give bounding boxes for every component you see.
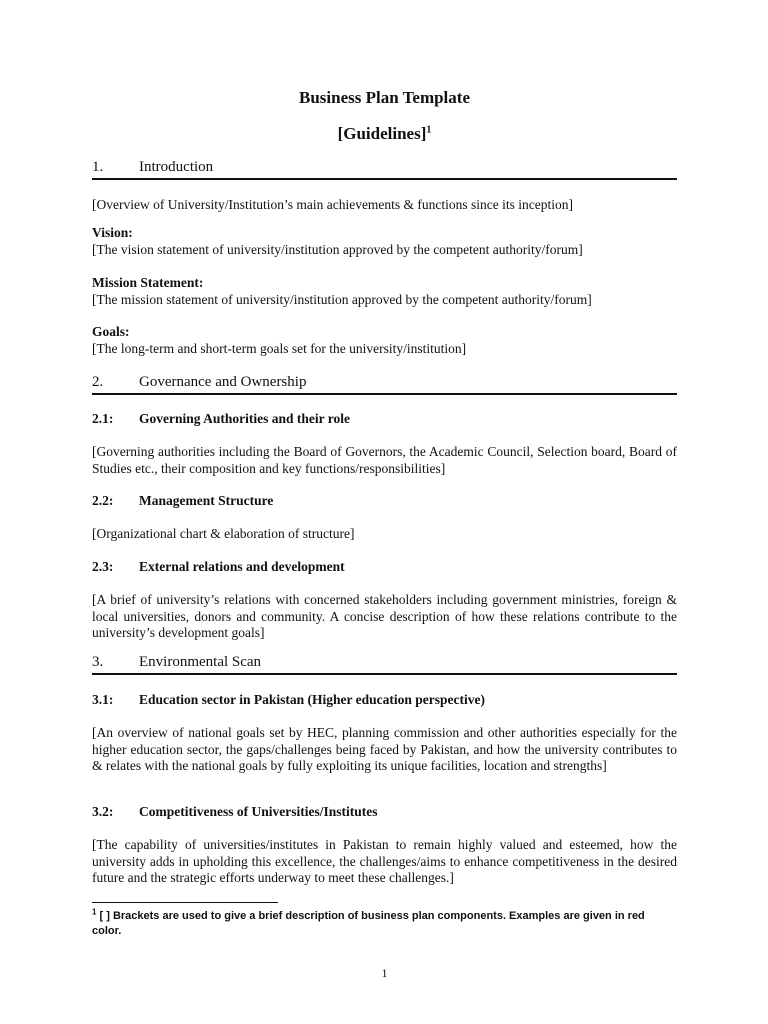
mission-block: [92, 275, 677, 308]
footnote-reference[interactable]: 1: [426, 124, 432, 136]
section-3-title: Environmental Scan: [139, 654, 262, 670]
footnote: [92, 909, 677, 939]
subsection-2-1-text: [Governing authorities including the Board of Governors, the Academic Council, Selection board, Board of Studies etc., their composition and key functions/responsibilities]: [92, 444, 677, 476]
vision-label: Vision:: [92, 225, 133, 240]
mission-label: Mission Statement:: [92, 275, 204, 290]
document-title-text: Business Plan Template: [299, 88, 470, 107]
page-number: 1: [381, 966, 388, 980]
document-title: [92, 88, 677, 108]
subsection-2-1-title: Governing Authorities and their role: [139, 411, 351, 426]
section-1-number: 1.: [92, 159, 104, 175]
section-2-title: Governance and Ownership: [139, 374, 307, 390]
goals-block: [92, 324, 677, 357]
section-3-number: 3.: [92, 654, 104, 670]
goals-label: Goals:: [92, 324, 130, 339]
footnote-separator: [92, 902, 278, 903]
document-subtitle-text: [Guidelines]: [337, 124, 427, 143]
vision-block: [92, 225, 677, 258]
subsection-2-3-title: External relations and development: [139, 559, 345, 574]
section-2-heading: [92, 374, 677, 395]
subsection-3-1-title: Education sector in Pakistan (Higher education perspective): [139, 692, 485, 707]
document-subtitle: [92, 124, 677, 144]
subsection-2-3-text: [A brief of university’s relations with concerned stakeholders including government ministries, foreign & local universities, donors and community. A concise description of how these relations contribute to the university’s development goals]: [92, 592, 677, 640]
subsection-3-1-number: 3.1:: [92, 692, 114, 707]
subsection-3-1-heading: [92, 692, 677, 708]
subsection-3-1-text: [An overview of national goals set by HEC, planning commission and other authorities especially for the higher education sector, the gaps/challenges being faced by Pakistan, and how the university contributes to & relates with the national goals by fully exploiting its unique facilities, location and strengths]: [92, 725, 677, 773]
vision-text: [The vision statement of university/institution approved by the competent authority/forum]: [92, 241, 583, 257]
introduction-overview: [Overview of University/Institution’s main achievements & functions since its inception]: [92, 197, 574, 212]
mission-text: [The mission statement of university/institution approved by the competent authority/forum]: [92, 291, 592, 307]
subsection-2-3-heading: [92, 559, 677, 575]
subsection-2-2-text: [Organizational chart & elaboration of structure]: [92, 526, 355, 541]
goals-text: [The long-term and short-term goals set for the university/institution]: [92, 340, 467, 356]
subsection-3-2-heading: [92, 804, 677, 820]
subsection-2-1-heading: [92, 411, 677, 427]
subsection-2-1-number: 2.1:: [92, 411, 114, 426]
subsection-2-3-number: 2.3:: [92, 559, 114, 574]
subsection-3-2-number: 3.2:: [92, 804, 114, 819]
section-2-number: 2.: [92, 374, 104, 390]
section-1-heading: [92, 159, 677, 180]
subsection-3-2-title: Competitiveness of Universities/Institutes: [139, 804, 378, 819]
section-3-heading: [92, 654, 677, 675]
footnote-text: [ ] Brackets are used to give a brief description of business plan components. Examples are given in red color.: [92, 910, 645, 937]
subsection-2-2-number: 2.2:: [92, 493, 114, 508]
subsection-2-2-title: Management Structure: [139, 493, 274, 508]
footnote-marker: 1: [92, 907, 97, 917]
subsection-2-2-heading: [92, 493, 677, 509]
subsection-3-2-text: [The capability of universities/institutes in Pakistan to remain highly valued and esteemed, how the university adds in upholding this excellence, the challenges/aims to enhance competitiveness in the desired future and the strategic efforts underway to meet these challenges.]: [92, 837, 677, 885]
section-1-title: Introduction: [139, 159, 214, 175]
